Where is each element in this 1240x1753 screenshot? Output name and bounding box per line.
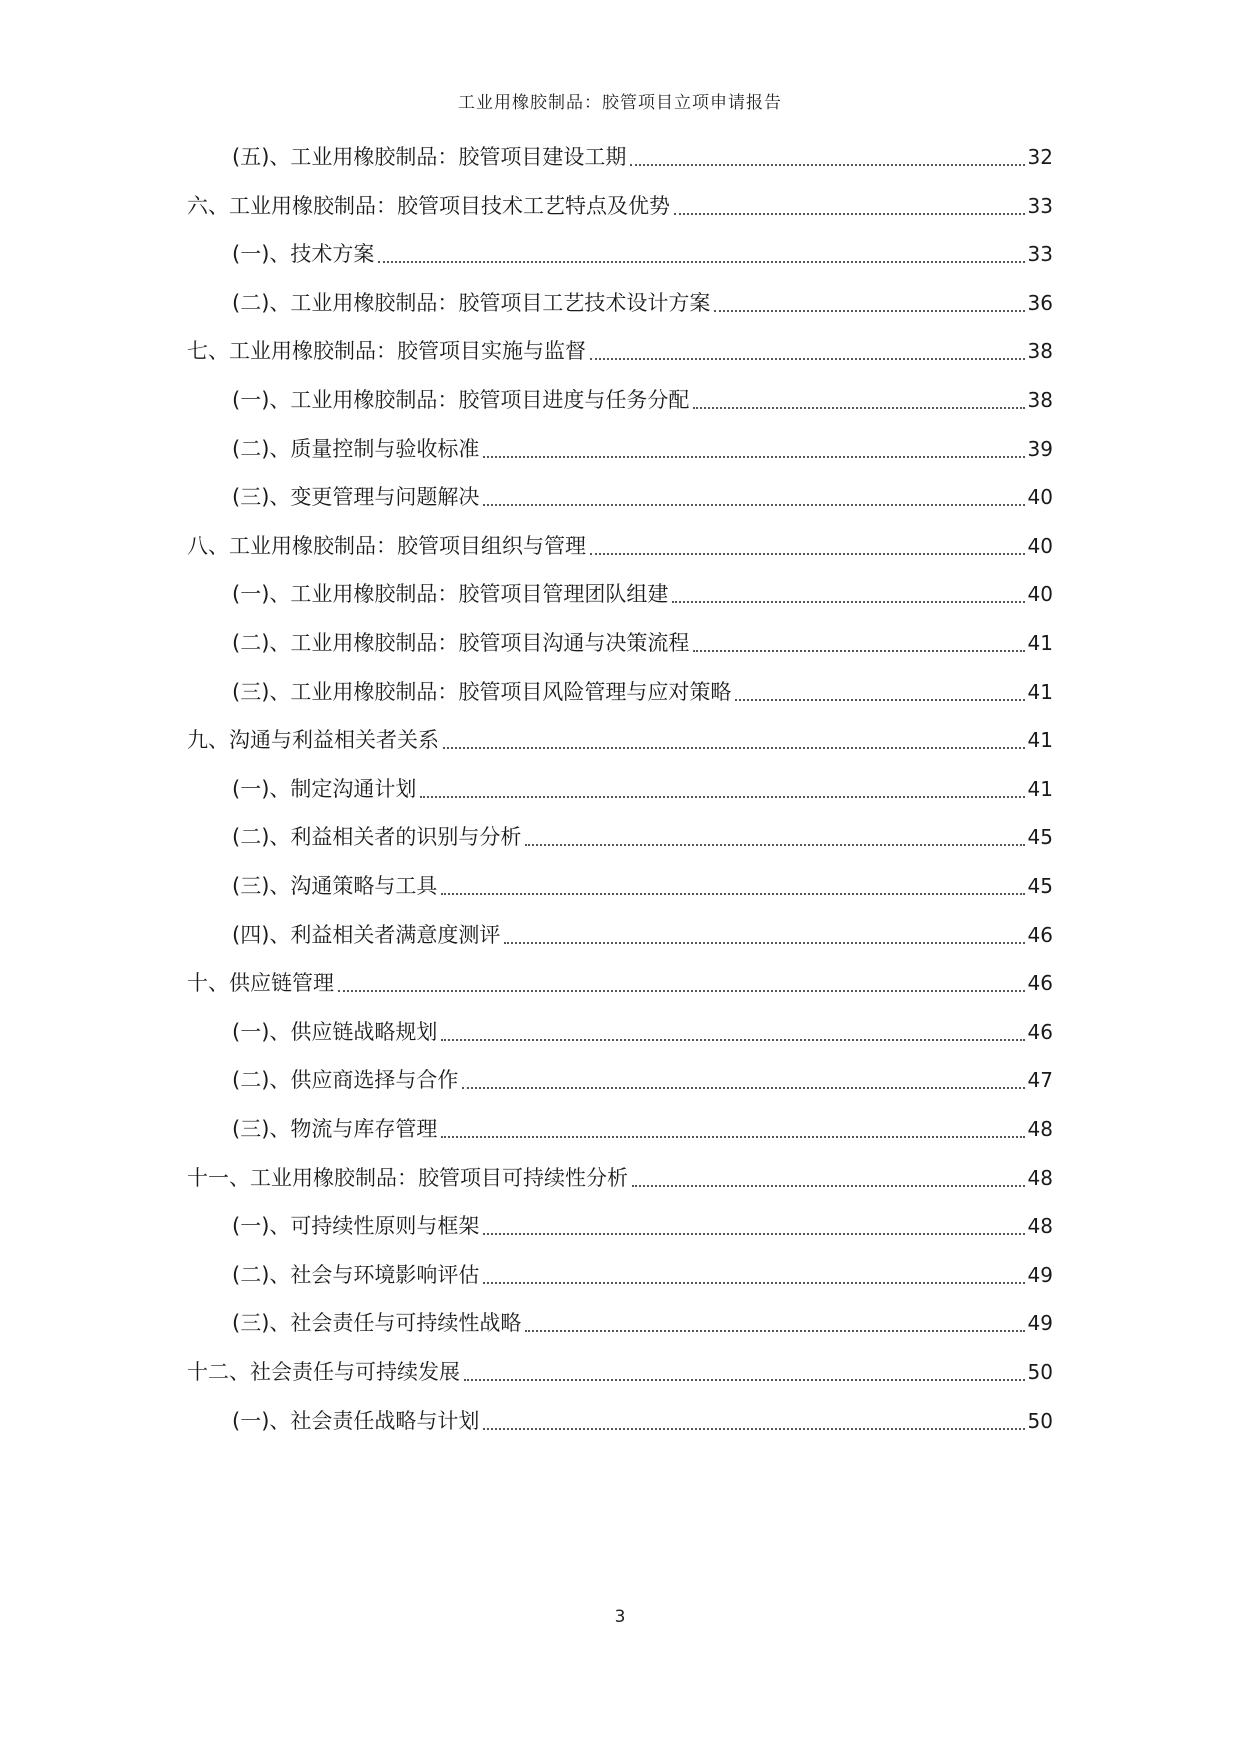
toc-dot-leader — [632, 1184, 1025, 1187]
page-number: 3 — [614, 1607, 626, 1627]
toc-entry-page: 41 — [1027, 728, 1053, 753]
toc-entry[interactable] — [232, 1112, 1053, 1146]
toc-entry-page: 41 — [1027, 679, 1053, 704]
toc-entry-title: (四)、利益相关者满意度测评 — [232, 922, 501, 947]
toc-entry-title: 六、工业用橡胶制品：胶管项目技术工艺特点及优势 — [187, 193, 670, 218]
toc-entry-title: (一)、可持续性原则与框架 — [232, 1214, 480, 1239]
toc-dot-leader — [630, 163, 1024, 166]
toc-entry-page: 40 — [1027, 533, 1053, 558]
toc-entry-title: 八、工业用橡胶制品：胶管项目组织与管理 — [187, 533, 586, 558]
toc-entry-title: (一)、供应链战略规划 — [232, 1019, 438, 1044]
toc-entry-title: (三)、工业用橡胶制品：胶管项目风险管理与应对策略 — [232, 679, 732, 704]
toc-entry-page: 41 — [1027, 631, 1053, 655]
toc-dot-leader — [504, 941, 1024, 944]
toc-entry[interactable] — [232, 1258, 1053, 1292]
toc-entry-title: (一)、制定沟通计划 — [232, 776, 417, 801]
toc-entry[interactable] — [232, 820, 1053, 854]
toc-entry-page: 46 — [1027, 971, 1053, 996]
toc-entry-title: (一)、技术方案 — [232, 242, 375, 267]
toc-entry-title: (二)、质量控制与验收标准 — [232, 436, 480, 461]
toc-entry-page: 40 — [1027, 485, 1053, 510]
toc-dot-leader — [441, 1135, 1024, 1138]
toc-dot-leader — [464, 1378, 1025, 1381]
toc-entry-page: 46 — [1027, 1019, 1053, 1044]
toc-entry[interactable] — [232, 140, 1053, 174]
toc-entry-title: (一)、工业用橡胶制品：胶管项目管理团队组建 — [232, 582, 669, 607]
toc-entry[interactable] — [232, 1404, 1053, 1438]
toc-dot-leader — [590, 357, 1025, 360]
toc-dot-leader — [693, 649, 1024, 652]
toc-entry-page: 49 — [1027, 1311, 1053, 1336]
toc-dot-leader — [483, 455, 1024, 458]
toc-dot-leader — [338, 989, 1025, 992]
toc-entry-title: (二)、工业用橡胶制品：胶管项目沟通与决策流程 — [232, 631, 690, 655]
toc-entry[interactable] — [232, 237, 1053, 271]
toc-entry[interactable] — [232, 1063, 1053, 1097]
toc-entry[interactable] — [232, 675, 1053, 709]
toc-entry-title: (三)、物流与库存管理 — [232, 1117, 438, 1141]
toc-entry[interactable] — [232, 577, 1053, 611]
toc-entry[interactable] — [187, 1355, 1053, 1389]
toc-entry-page: 38 — [1027, 339, 1053, 364]
toc-dot-leader — [483, 1281, 1024, 1284]
toc-dot-leader — [483, 503, 1024, 506]
toc-entry[interactable] — [232, 1306, 1053, 1340]
toc-entry[interactable] — [232, 432, 1053, 466]
toc-entry[interactable] — [232, 626, 1053, 660]
toc-entry-page: 41 — [1027, 776, 1053, 801]
toc-dot-leader — [674, 212, 1025, 215]
toc-dot-leader — [483, 1427, 1024, 1430]
toc-dot-leader — [590, 552, 1025, 555]
toc-entry-page: 33 — [1027, 242, 1053, 267]
toc-dot-leader — [443, 746, 1025, 749]
toc-entry-title: (二)、社会与环境影响评估 — [232, 1262, 480, 1287]
toc-entry[interactable] — [232, 1015, 1053, 1049]
toc-entry-page: 48 — [1027, 1117, 1053, 1141]
toc-dot-leader — [420, 795, 1024, 798]
toc-dot-leader — [378, 260, 1024, 263]
toc-entry-page: 36 — [1027, 290, 1053, 315]
toc-dot-leader — [735, 698, 1024, 701]
toc-entry[interactable] — [187, 966, 1053, 1000]
toc-entry[interactable] — [187, 1161, 1053, 1195]
toc-entry-title: (二)、供应商选择与合作 — [232, 1068, 459, 1093]
toc-entry[interactable] — [232, 480, 1053, 514]
toc-entry-title: 九、沟通与利益相关者关系 — [187, 728, 439, 753]
toc-entry-page: 50 — [1027, 1360, 1053, 1384]
toc-entry-title: 十二、社会责任与可持续发展 — [187, 1360, 460, 1384]
toc-entry-page: 48 — [1027, 1165, 1053, 1190]
toc-entry-page: 48 — [1027, 1214, 1053, 1239]
toc-entry[interactable] — [232, 869, 1053, 903]
toc-entry-page: 40 — [1027, 582, 1053, 607]
toc-entry[interactable] — [232, 383, 1053, 417]
toc-entry[interactable] — [232, 772, 1053, 806]
toc-entry-title: (二)、工业用橡胶制品：胶管项目工艺技术设计方案 — [232, 290, 711, 315]
toc-entry-page: 49 — [1027, 1262, 1053, 1287]
toc-entry-page: 33 — [1027, 193, 1053, 218]
toc-entry[interactable] — [187, 529, 1053, 563]
toc-entry[interactable] — [232, 286, 1053, 320]
toc-dot-leader — [693, 406, 1024, 409]
toc-entry[interactable] — [232, 1209, 1053, 1243]
toc-entry-page: 45 — [1027, 825, 1053, 850]
toc-entry-title: (三)、沟通策略与工具 — [232, 874, 438, 898]
toc-dot-leader — [714, 309, 1024, 312]
toc-entry[interactable] — [187, 723, 1053, 757]
toc-entry-title: 七、工业用橡胶制品：胶管项目实施与监督 — [187, 339, 586, 364]
toc-dot-leader — [462, 1086, 1024, 1089]
toc-entry-title: 十一、工业用橡胶制品：胶管项目可持续性分析 — [187, 1165, 628, 1190]
toc-dot-leader — [525, 1329, 1024, 1332]
toc-entry-page: 39 — [1027, 436, 1053, 461]
toc-entry[interactable] — [187, 189, 1053, 223]
toc-entry-page: 45 — [1027, 874, 1053, 898]
toc-dot-leader — [441, 892, 1024, 895]
toc-entry-title: (三)、变更管理与问题解决 — [232, 485, 480, 510]
toc-entry[interactable] — [232, 918, 1053, 952]
toc-entry-page: 47 — [1027, 1068, 1053, 1093]
toc-entry-page: 46 — [1027, 922, 1053, 947]
toc-entry-title: 十、供应链管理 — [187, 971, 334, 996]
toc-entry[interactable] — [187, 334, 1053, 368]
toc-entry-page: 38 — [1027, 388, 1053, 412]
toc-entry-title: (一)、社会责任战略与计划 — [232, 1408, 480, 1433]
toc-dot-leader — [525, 843, 1024, 846]
toc-entry-page: 32 — [1027, 145, 1053, 169]
toc-entry-title: (五)、工业用橡胶制品：胶管项目建设工期 — [232, 145, 627, 169]
toc-dot-leader — [441, 1038, 1024, 1041]
toc-entry-title: (三)、社会责任与可持续性战略 — [232, 1311, 522, 1336]
toc-dot-leader — [483, 1232, 1024, 1235]
toc-entry-title: (一)、工业用橡胶制品：胶管项目进度与任务分配 — [232, 388, 690, 412]
toc-entry-page: 50 — [1027, 1408, 1053, 1433]
toc-dot-leader — [672, 600, 1024, 603]
running-header: 工业用橡胶制品：胶管项目立项申请报告 — [458, 93, 782, 113]
toc-entry-title: (二)、利益相关者的识别与分析 — [232, 825, 522, 850]
